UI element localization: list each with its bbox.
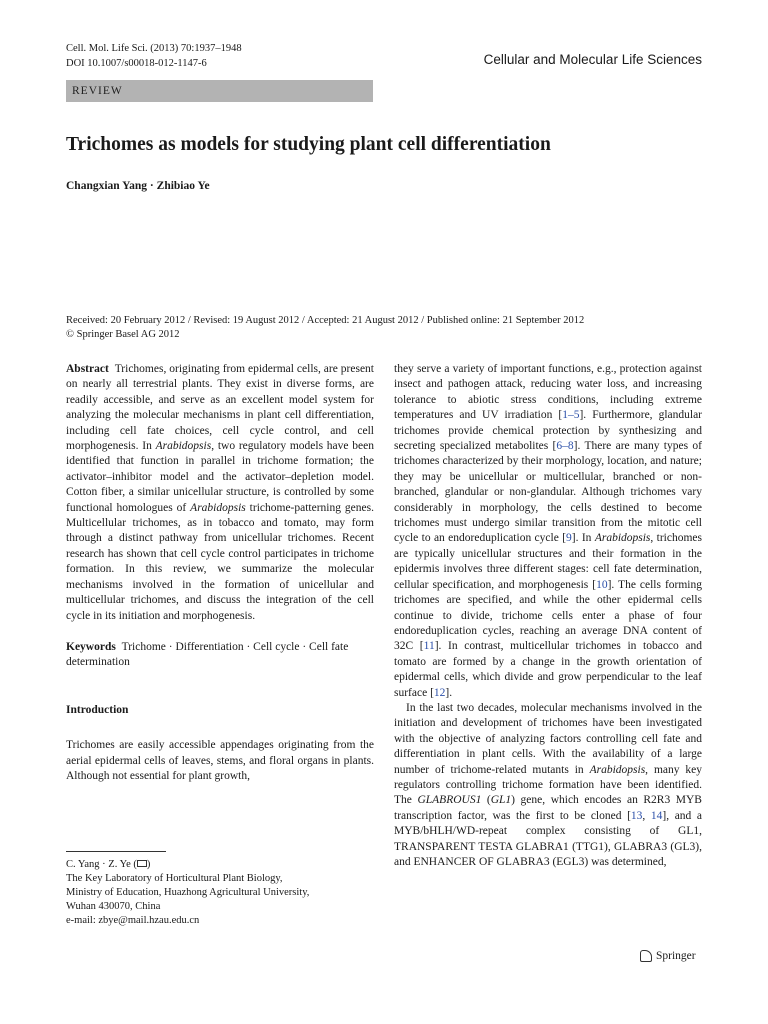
keywords-list: Trichome · Differentiation · Cell cycle · Cell fate determination xyxy=(66,640,349,669)
abstract-heading: Abstract xyxy=(66,363,109,375)
citation-journal-volume: Cell. Mol. Life Sci. (2013) 70:1937–1948 xyxy=(66,43,242,54)
reference-link[interactable]: 1–5 xyxy=(562,409,580,422)
article-title: Trichomes as models for studying plant cell differentiation xyxy=(66,134,551,155)
body-paragraph-1: they serve a variety of important functions, e.g., protection against insect and pathogen attack, reducing water loss, and increasing tolerance to abiotic stress conditions, including extreme temperatures and UV irradiation [1–5]. Furthermore, glandular trichomes provide chemical protection by synthesizing and secreting specialized metabolites [6–8]. There are many types of trichomes characterized by their morphology, location, and nature; they may be unicellular or multicellular, branched or non-branched, glandular or non-glandular. Although trichomes vary considerably in morphology, the cells destined to become trichomes must undergo similar transition from the mitotic cell cycle to an endoreduplication cycle [9]. In Arabidopsis, trichomes are typically unicellular structures and their formation in the epidermis involves three different stages: cell fate determination, cellular specification, and morphogenesis [10]. The cells forming trichomes are specified, and while the other epidermal cells continue to divide, trichome cells enter a phase of four endoreduplication cycles, reaching an average DNA content of 32C [11]. In contrast, multicellular trichomes in tobacco and tomato are formed by a change in the growth orientation of epidermal cells, which divide and grow perpendicular to the leaf surface [12]. xyxy=(394,363,703,699)
author-affiliation: C. Yang · Z. Ye ( ) The Key Laboratory of Horticultural Plant Biology, Ministry of Education, Huazhong Agricultural University, Wuhan 430070, China e-mail: zbye@mail.hzau.edu.cn xyxy=(66,858,376,928)
affiliation-authors: C. Yang · Z. Ye ( ) xyxy=(66,859,151,870)
keywords-heading: Keywords xyxy=(66,640,116,653)
introduction-text: Trichomes are easily accessible appendages originating from the aerial epidermal cells of leaves, stems, and floral organs in plants. Although not essential for plant growth, xyxy=(66,739,374,782)
reference-link[interactable]: 13 xyxy=(630,809,643,822)
article-dates xyxy=(66,314,706,342)
reference-link[interactable]: 12 xyxy=(433,686,446,699)
publication-dates: Received: 20 February 2012 / Revised: 19 August 2012 / Accepted: 21 August 2012 / Published online: 21 September 2012 xyxy=(66,315,585,326)
citation-block xyxy=(66,42,386,71)
reference-link[interactable]: 6–8 xyxy=(556,440,574,453)
author-email[interactable]: e-mail: zbye@mail.hzau.edu.cn xyxy=(66,915,200,926)
reference-link[interactable]: 11 xyxy=(423,640,435,653)
springer-horse-icon xyxy=(640,950,652,962)
citation-doi[interactable]: DOI 10.1007/s00018-012-1147-6 xyxy=(66,57,207,69)
publisher-logo xyxy=(640,950,696,962)
journal-name: Cellular and Molecular Life Sciences xyxy=(483,52,702,67)
publisher-name: Springer xyxy=(656,950,696,962)
envelope-icon xyxy=(137,860,147,867)
body-paragraph-2: In the last two decades, molecular mechanisms involved in the initiation and development of trichomes have been investigated with the objective of analyzing factors controlling cell fate and differentiation in plant cells. With the availability of a large number of trichome-related mutants in Arabidopsis, many key regulators controlling trichome formation have been identified. The GLABROUS1 (GL1) gene, which encodes an R2R3 MYB transcription factor, was the first to be cloned [13, 14], and a MYB/bHLH/WD-repeat complex consisting of GL1, TRANSPARENT TESTA GLABRA1 (TTG1), GLABRA3 (GL3), and ENHANCER OF GLABRA3 (EGL3) was determined, xyxy=(394,701,703,868)
abstract: Abstract Trichomes, originating from epidermal cells, are present on nearly all terrestrial plants. They exist in diverse forms, are readily accessible, and serve as an excellent model system for analyzing the molecular mechanisms in plant cell differentiation, including cell fate choices, cell cycle control, and cell morphogenesis. In Arabidopsis, two regulatory models have been identified that function in parallel in trichome formation; the activator–inhibitor model and the activator–depletion model. Cotton fiber, a similar unicellular structure, is controlled by some functional homologues of Arabidopsis trichome-patterning genes. Multicellular trichomes, as in tobacco and tomato, may form through a distinct pathway from unicellular trichomes. Recent research has shown that cell cycle control participates in trichome formation. In this review, we summarize the molecular mechanisms involved in the formation of unicellular and multicellular trichomes, and discuss the integration of the cell cycle in its initiation and morphogenesis. xyxy=(66,363,374,622)
section-label: REVIEW xyxy=(66,80,373,102)
reference-link[interactable]: 9 xyxy=(566,532,572,545)
reference-link[interactable]: 14 xyxy=(650,809,663,822)
right-column xyxy=(394,362,702,870)
left-column xyxy=(66,362,374,784)
copyright-line: © Springer Basel AG 2012 xyxy=(66,329,180,340)
reference-link[interactable]: 10 xyxy=(596,578,608,591)
keywords xyxy=(66,640,374,671)
introduction-heading: Introduction xyxy=(66,703,129,716)
footnote-divider xyxy=(66,851,166,852)
article-authors: Changxian Yang · Zhibiao Ye xyxy=(66,180,210,192)
